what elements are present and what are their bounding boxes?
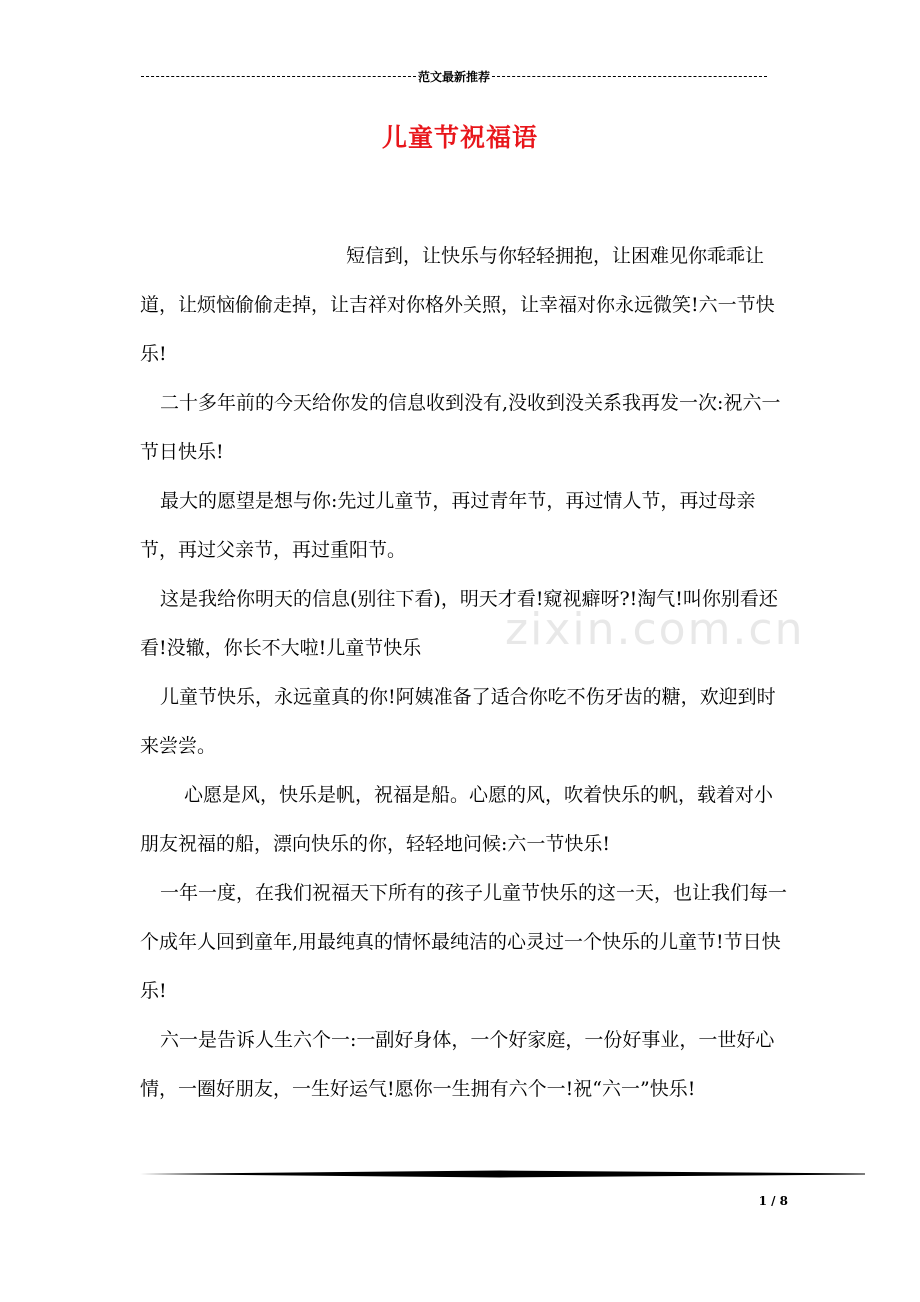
watermark: zixin.com.cn xyxy=(505,604,805,655)
paragraph: 儿童节快乐，永远童真的你!阿姨准备了适合你吃不伤牙齿的糖，欢迎到时来尝尝。 xyxy=(140,686,776,757)
header-text: 范文最新推荐 xyxy=(418,69,491,84)
paragraph: 二十多年前的今天给你发的信息收到没有,没收到没关系我再发一次:祝六一节日快乐! xyxy=(140,392,781,463)
page-header xyxy=(140,66,768,86)
header-dash-left xyxy=(141,76,416,77)
paragraph: 六一是告诉人生六个一:一副好身体，一个好家庭，一份好事业，一世好心情，一圈好朋友，一生好运气!愿你一生拥有六个一!祝“六一”快乐! xyxy=(140,1029,775,1100)
header-dash-right xyxy=(492,76,767,77)
paragraph: 短信到，让快乐与你轻轻拥抱，让困难见你乖乖让道，让烦恼偷偷走掉，让吉祥对你格外关照，让幸福对你永远微笑!六一节快乐! xyxy=(140,245,775,365)
document-body xyxy=(140,232,788,1114)
paragraph: 这是我给你明天的信息(别往下看)，明天才看!窥视癖呀?!淘气!叫你别看还看!没辙，你长不大啦!儿童节快乐 xyxy=(140,588,778,659)
paragraph: 心愿是风，快乐是帆，祝福是船。心愿的风，吹着快乐的帆，载着对小朋友祝福的船，漂向快乐的你，轻轻地问候:六一节快乐! xyxy=(140,784,774,855)
document-title: 儿童节祝福语 xyxy=(381,123,538,152)
paragraph: 最大的愿望是想与你:先过儿童节，再过青年节，再过情人节，再过母亲节，再过父亲节，再过重阳节。 xyxy=(140,490,756,561)
page-number: 1 / 8 xyxy=(758,1194,788,1208)
footer-rule xyxy=(140,1170,865,1178)
paragraph: 一年一度，在我们祝福天下所有的孩子儿童节快乐的这一天，也让我们每一个成年人回到童年,用最纯真的情怀最纯洁的心灵过一个快乐的儿童节!节日快乐! xyxy=(140,882,788,1002)
